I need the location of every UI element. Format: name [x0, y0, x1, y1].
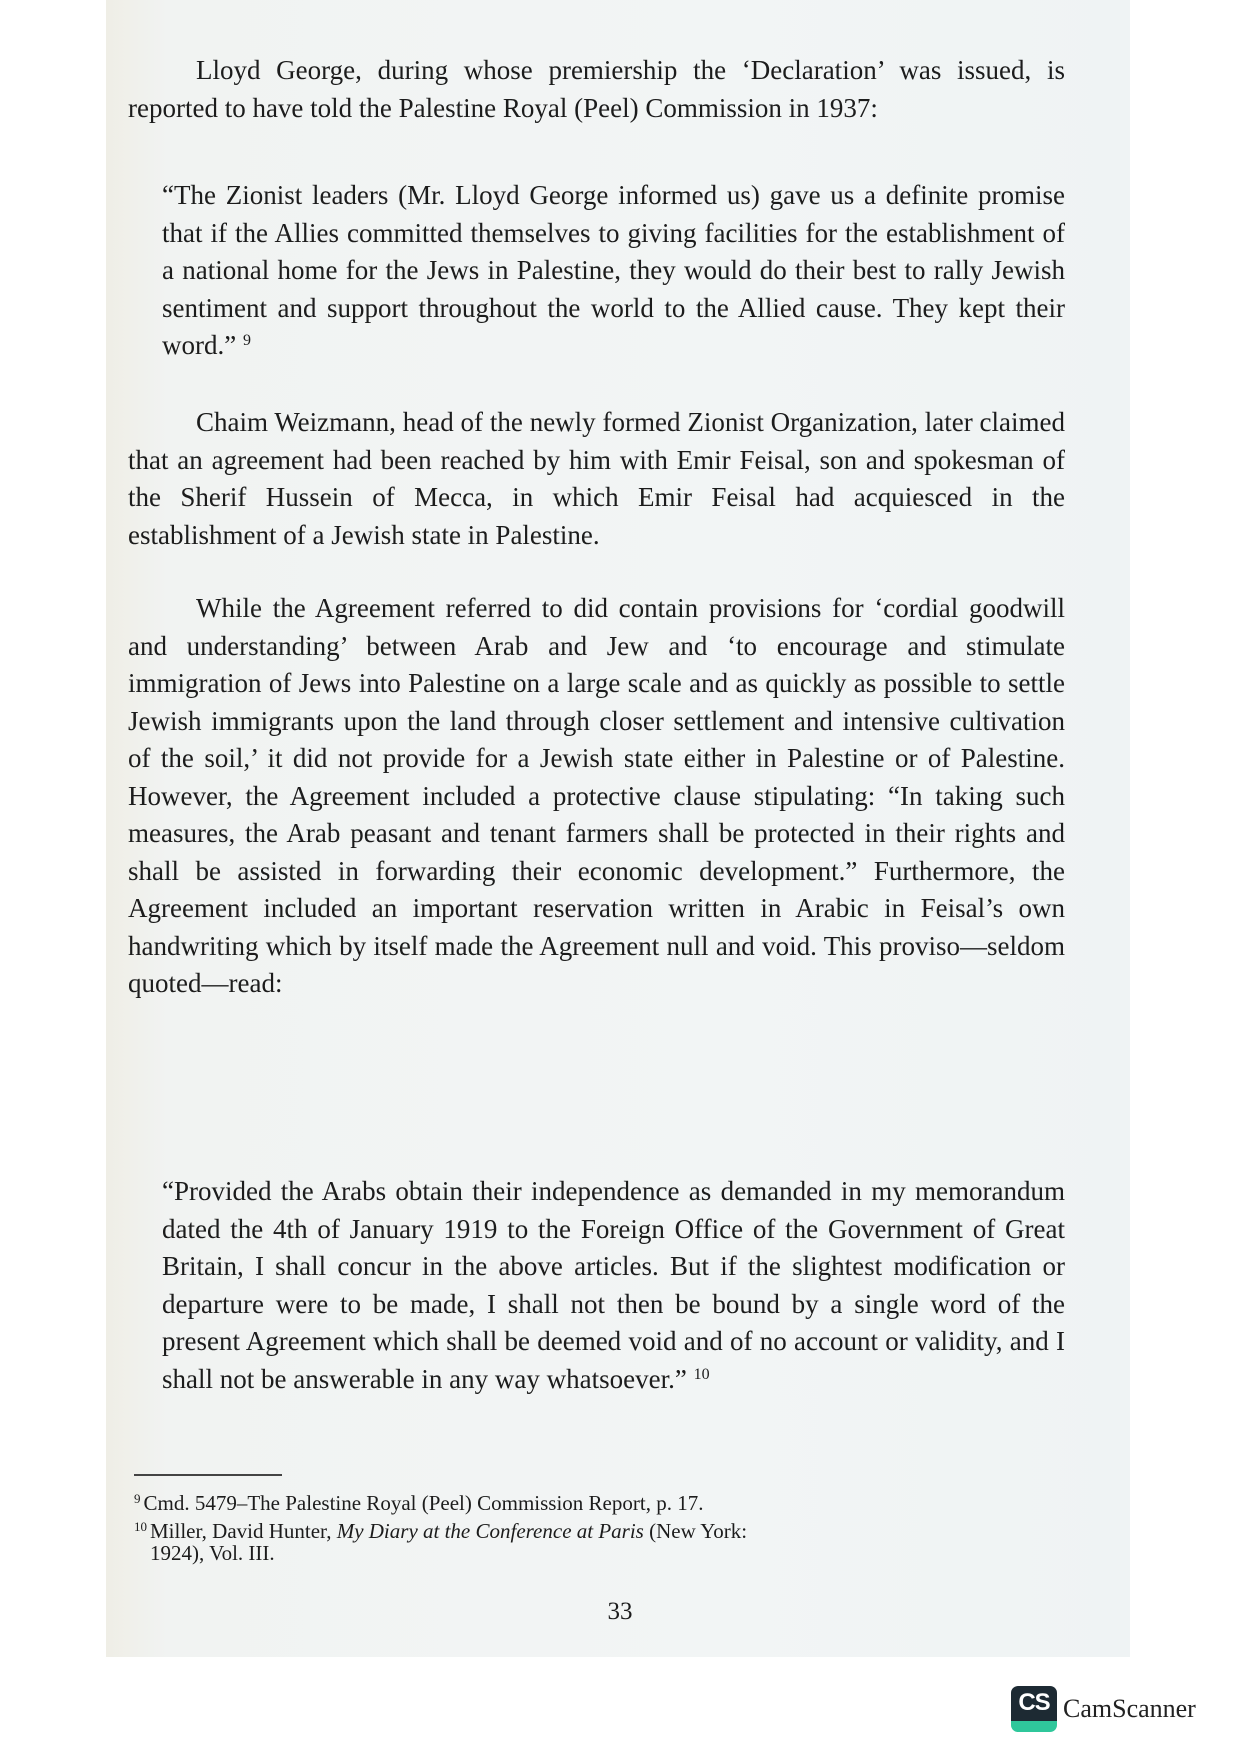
- footnote-author: Miller, David Hunter,: [150, 1519, 337, 1543]
- paragraph-text: Chaim Weizmann, head of the newly formed Zionist Organization, later claimed that an agreement had been reached by him with Emir Feisal, son and spokesman of the Sherif Hussein of Mecca, in which Emir Feisal had acquiesced in the establishment of a Jewish state in Palestine.: [128, 407, 1065, 550]
- quote-text: “The Zionist leaders (Mr. Lloyd George informed us) gave us a definite promise that if the Allies committed themselves to giving facilities for the establishment of a national home for the Jews in Palestine, they would do their best to rally Jewish sentiment and support throughout the world to the Allied cause. They kept their word.”: [162, 180, 1065, 360]
- footnote-9: [134, 1488, 1064, 1514]
- footnote-number: 10: [134, 1519, 147, 1534]
- footnote-publisher: (New York:: [643, 1519, 748, 1543]
- footnote-title: My Diary at the Conference at Paris: [336, 1519, 644, 1543]
- blockquote-feisal-proviso: [162, 1173, 1065, 1398]
- camscanner-logo-icon: CS: [1011, 1686, 1057, 1732]
- paragraph-agreement: [128, 590, 1065, 1003]
- paragraph-weizmann: [128, 404, 1065, 554]
- footnote-10: [134, 1516, 1064, 1564]
- paragraph-lloyd-george: [128, 52, 1065, 127]
- footnote-ref: 10: [693, 1365, 710, 1383]
- footnote-volume: 1924), Vol. III.: [150, 1541, 275, 1565]
- camscanner-watermark: [1011, 1686, 1196, 1732]
- page-number: 33: [607, 1598, 633, 1625]
- footnote-number: 9: [134, 1491, 141, 1506]
- quote-text: “Provided the Arabs obtain their independence as demanded in my memorandum dated the 4th of January 1919 to the Foreign Office of the Government of Great Britain, I shall concur in the above articles. But if the slightest modification or departure were to be made, I shall not then be bound by a single word of the present Agreement which shall be deemed void and of no account or validity, and I shall not be answerable in any way whatsoever.”: [162, 1176, 1065, 1394]
- paragraph-text: Lloyd George, during whose premiership the ‘Declaration’ was issued, is reported to have told the Palestine Royal (Peel) Commission in 1937:: [128, 55, 1065, 123]
- footnote-text: Cmd. 5479–The Palestine Royal (Peel) Commission Report, p. 17.: [143, 1491, 704, 1515]
- footnote-divider: [134, 1474, 282, 1476]
- footnote-ref: 9: [242, 332, 251, 349]
- camscanner-label: CamScanner: [1063, 1694, 1196, 1723]
- blockquote-zionist-leaders: [162, 177, 1065, 365]
- paragraph-text: While the Agreement referred to did contain provisions for ‘cordial goodwill and understanding’ between Arab and Jew and ‘to encourage and stimulate immigration of Jews into Palestine on a large scale and as quickly as possible to settle Jewish immigrants upon the land through closer settlement and intensive cultivation of the soil,’ it did not provide for a Jewish state either in Palestine or of Palestine. However, the Agreement included a protective clause stipulating: “In taking such measures, the Arab peasant and tenant farmers shall be protected in their rights and shall be assisted in forwarding their economic development.” Furthermore, the Agreement included an important reservation written in Arabic in Feisal’s own handwriting which by itself made the Agreement null and void. This proviso—seldom quoted—read:: [128, 593, 1065, 998]
